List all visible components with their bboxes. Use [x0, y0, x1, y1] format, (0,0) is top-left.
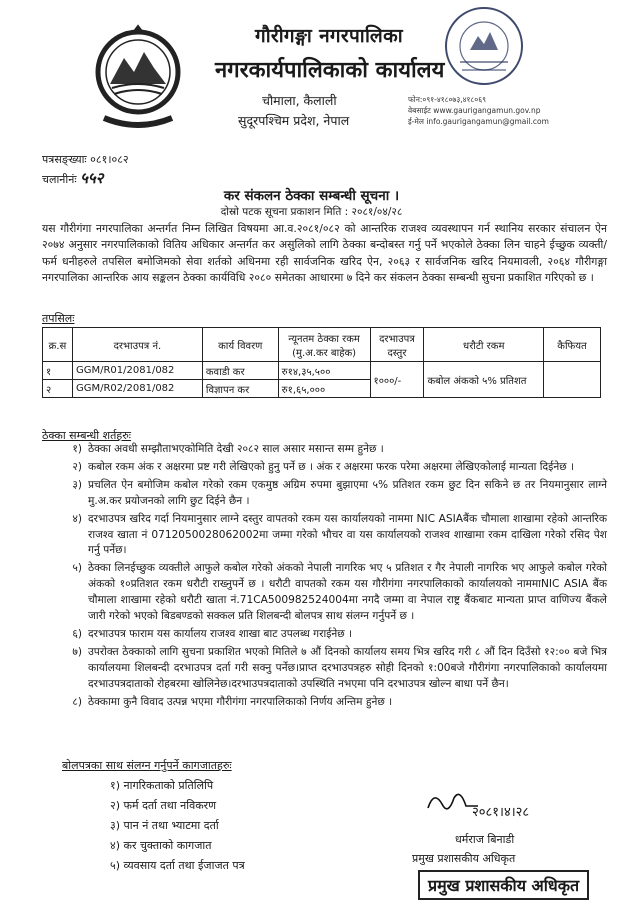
- notice-body: यस गौरीगंगा नगरपालिका अन्तर्गत निम्न लिखित विषयमा आ.व.२०८१/०८२ को आन्तरिक राजश्व व्यवस्थापन गर्न स्थानिय सरकार संचालन ऐन २०७४ अनुसार नगरपालिकाको वितिय अधिकार अन्तर्गत कर असुलिको लागि ठेक्का बन्दोबस्त गर्नु पर्ने भएकोले ठेक्का लिन चाहने ईच्छुक व्यक्ती/फर्म धनीहरुले तपसिल बमोजिमको सेवा शर्तको अधिनमा रही सार्वजनिक खरिद ऐन, २०६३ र सार्वजनिक खरिद नियमावली, २०६४ गौरीगङ्गा नगरपालिका आन्तरिक आय सङ्कलन ठेक्का कार्यविधि २०८० समेतका आधारमा ७ दिने कर संकलन ठेक्का सम्बन्धी सुचना प्रकाशित गरिएको छ ।: [42, 222, 607, 284]
- address-line-1: चौमाला, कैलाली: [262, 93, 337, 108]
- condition-item: ४) दरभाउपत्र खरिद गर्दा नियमानुसार लाग्ने दस्तुर वापतको रकम यस कार्यालयको नाममा NIC ASIAबैंक चौमाला शाखामा रहेको आन्तरिक राजश्व खाता नं 0712050028062002मा जम्मा गरेको भौचर वा यस कार्यालयको राजश्व शाखामा रकम दाखिला गरेको रसिद पेश गर्नु पर्नेछ।: [72, 512, 607, 557]
- office-name: नगरकार्यपालिकाको कार्यालय: [215, 58, 445, 83]
- document-item: १) नागरिकताको प्रतिलिपि: [110, 779, 214, 792]
- condition-item: ३) प्रचलित ऐन बमोजिम कबोल गरेको रकम एकमुष्ठ अग्रिम रुपमा बुझाएमा ५% प्रतिशत रकम छुट दिन सकिने छ तर नियमानुसार लाग्ने मु.अ.कर प्रयोजनको लागि छुट दिईने छैन ।: [72, 478, 607, 507]
- address-line-2: सुदूरपश्चिम प्रदेश, नेपाल: [238, 113, 350, 128]
- condition-item: ८) ठेक्कामा कुनै विवाद उत्पन्न भएमा गौरीगंगा नगरपालिकाको निर्णय अन्तिम हुनेछ ।: [72, 695, 393, 708]
- designation-stamp: प्रमुख प्रशासकीय अधिकृत: [418, 870, 589, 900]
- header-bid-number: दरभाउपत्र नं.: [72, 328, 202, 362]
- patra-value: ०८१।०८२: [90, 153, 129, 166]
- chalani-label: चलानीनंः: [42, 173, 77, 186]
- patra-label: पत्रसङ्ख्याः: [42, 153, 87, 166]
- header-deposit: धरौटी रकम: [424, 328, 544, 362]
- conditions-title: ठेक्का सम्बन्धी शर्तहरुः: [42, 429, 132, 442]
- website: वेबसाईट www.gaurigangamun.gov.np: [408, 106, 541, 115]
- municipality-logo: [92, 22, 184, 134]
- office-stamp: [442, 4, 526, 88]
- cell-fee: १०००/-: [370, 362, 424, 398]
- condition-item: ५) ठेक्का लिनईच्छुक व्यक्तीले आफुले कबोल गरेको अंकको नेपाली नागरिक भए ५ प्रतिशत र गैर नेपाली नागरिक भए आफुले कबोल गरेको अंकको १०प्रतिशत रकम धरौटी राख्नुपर्ने छ । धरौटी वापतको रकम यस गौरीगंगा नगरपालिकाको कार्यालयको नाममाNIC ASIA बैंक चौमाला शाखामा रहेको धरौटी खाता नं.71CA500982524004मा नगदै जम्मा वा नेपाल राष्ट्र बैंकबाट मान्यता प्राप्त वाणिज्य बैंकले जारी गरेको भएको बिडबण्डको सक्कल प्रति शिलबन्दी बोलपत्र साथ संलग्न गर्नुपर्ने छ ।: [72, 562, 607, 623]
- table-header-row: [43, 328, 601, 362]
- cell-work: कवाडी कर: [202, 362, 278, 380]
- condition-item: ६) दरभाउपत्र फाराम यस कार्यालय राजश्व शाखा बाट उपलब्ध गराईनेछ ।: [72, 627, 353, 640]
- handwritten-signature: [420, 784, 540, 824]
- cell-sn: १: [43, 362, 73, 380]
- svg-text:२०८१।४।२८: २०८१।४।२८: [472, 805, 530, 820]
- condition-item: १) ठेक्का अवधी सम्झौताभएकोमिति देखी २०८२ साल असार मसान्त सम्म हुनेछ ।: [72, 443, 384, 455]
- documents-list: [110, 776, 245, 876]
- condition-item: २) कबोल रकम अंक र अक्षरमा प्रष्ट गरी लेखिएको हुनु पर्ने छ । अंक र अक्षरमा फरक परेमा अक्षरमा लेखिएकोलाई मान्यता दिईनेछ ।: [72, 460, 575, 473]
- header-bid-fee: दरभाउपत्र दस्तुर: [370, 328, 424, 362]
- contract-table: [42, 327, 601, 398]
- cell-sn: २: [43, 380, 73, 398]
- signatory-position: प्रमुख प्रशासकीय अधिकृत: [412, 852, 516, 865]
- document-item: २) फर्म दर्ता तथा नविकरण: [110, 799, 217, 812]
- signatory-name: धर्मराज बिनाडी: [455, 833, 515, 846]
- municipality-name: गौरीगङ्गा नगरपालिका: [255, 25, 403, 47]
- notice-title: कर संकलन ठेक्का सम्बन्धी सूचना ।: [223, 188, 400, 204]
- header-sn: क्र.स: [43, 328, 73, 362]
- cell-deposit: कबोल अंकको ५% प्रतिशत: [424, 362, 544, 398]
- chalani-value: ५५२: [80, 169, 104, 187]
- cell-work: विज्ञापन कर: [202, 380, 278, 398]
- header-remarks: कैफियत: [544, 328, 601, 362]
- condition-item: ७) उपरोक्त ठेक्काको लागि सुचना प्रकाशित भएको मितिले ७ औं दिनको कार्यालय समय भित्र खरिद गरी ८ औं दिन दिउँसो १२:०० बजे भित्र कार्यालयमा शिलबन्दी दरभाउपत्र दर्ता गरी सक्नु पर्नेछ।प्राप्त दरभाउपत्रहरु सोही दिनको १:00बजे गौरीगंगा नगरपालिकाको कार्यालयमा दरभाउपत्रदाताको रोहबरमा खोलिनेछ।दरभाउपत्रदाताको उपस्थिति नभएमा पनि दरभाउपत्र खोल्न बाधा पर्ने छैन।: [72, 645, 607, 690]
- cell-amount: रु१४,३५,५००: [278, 362, 370, 380]
- table-label: तपसिलः: [42, 312, 75, 325]
- header-work-description: कार्य विवरण: [202, 328, 278, 362]
- notice-subtitle: दोस्रो पटक सूचना प्रकाशन मिति : २०८१/०४/२८: [220, 206, 403, 218]
- patra-sankhya: [42, 152, 129, 167]
- email: ई-मेल info.gaurigangamun@gmail.com: [408, 117, 549, 126]
- cell-bid-number: GGM/R01/2081/082: [72, 362, 202, 380]
- document-item: ३) पान नं तथा भ्याटमा दर्ता: [110, 819, 219, 832]
- chalani-number: [42, 168, 103, 188]
- phone-number: फोन:०९१-४१८०७३,४१८०६९: [408, 95, 487, 104]
- conditions-list: [42, 442, 607, 713]
- document-item: ४) कर चुक्ताको कागजात: [110, 839, 212, 852]
- documents-title: बोलपत्रका साथ संलग्न गर्नुपर्ने कागजातहरुः: [62, 759, 232, 772]
- table-row: [43, 362, 601, 380]
- cell-remarks: [544, 362, 601, 398]
- document-item: ५) व्यवसाय दर्ता तथा ईजाजत पत्र: [110, 859, 245, 872]
- cell-bid-number: GGM/R02/2081/082: [72, 380, 202, 398]
- cell-amount: रु१,६५,०००: [278, 380, 370, 398]
- header-minimum-amount: न्यूनतम ठेक्का रकम (मु.अ.कर बाहेक): [278, 328, 370, 362]
